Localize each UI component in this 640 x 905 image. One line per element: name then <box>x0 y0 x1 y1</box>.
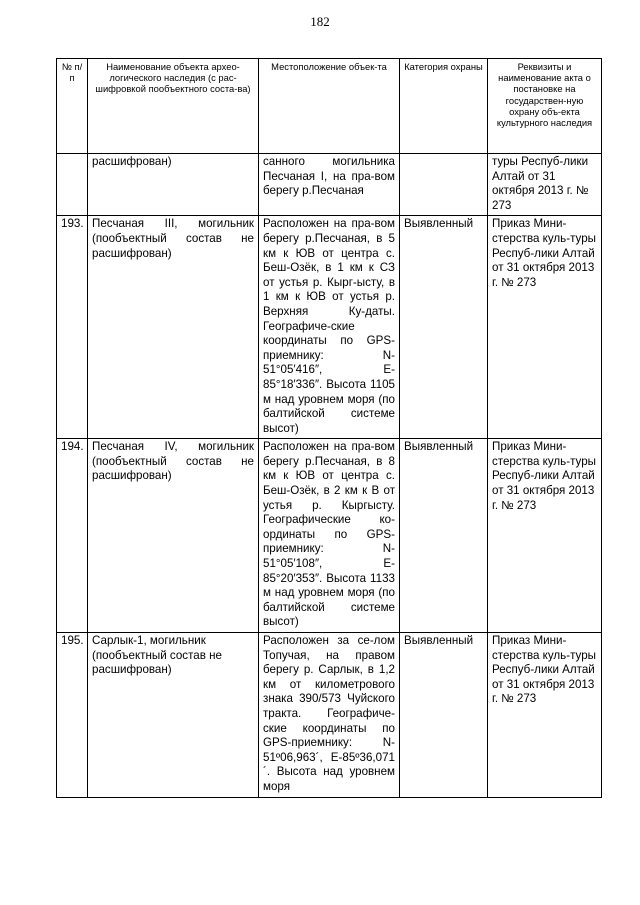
header-location: Местоположение объек-та <box>259 59 400 154</box>
row-number: 194. <box>57 439 88 633</box>
act-details: Приказ Мини-стерства куль-туры Респуб-лики Алтай от 31 октября 2013 г. № 273 <box>488 216 602 439</box>
heritage-registry-table <box>56 58 602 798</box>
protection-category: Выявленный <box>400 216 488 439</box>
object-location: Расположен за се-лом Топучая, на правом берегу р. Сарлык, в 1,2 км от километрового знака 390/573 Чуйского тракта. Географиче-ские координаты по GPS-приемнику: N-51º06,963´, E-85º36,071´. Высота над уровнем моря <box>259 633 400 798</box>
object-name: расшифрован) <box>88 154 259 216</box>
table-row <box>57 439 602 633</box>
act-details: Приказ Мини-стерства куль-туры Респуб-лики Алтай от 31 октября 2013 г. № 273 <box>488 633 602 798</box>
header-protection-category: Категория охраны <box>400 59 488 154</box>
row-number: 195. <box>57 633 88 798</box>
act-details: Приказ Мини-стерства куль-туры Респуб-лики Алтай от 31 октября 2013 г. № 273 <box>488 439 602 633</box>
object-location: санного могильника Песчаная I, на пра-вом берегу р.Песчаная <box>259 154 400 216</box>
header-object-name: Наименование объекта архео-логического наследия (с рас-шифровкой пообъектного соста-ва) <box>88 59 259 154</box>
table-header-row <box>57 59 602 154</box>
object-name: Песчаная III, могильник (пообъектный состав не расшифрован) <box>88 216 259 439</box>
protection-category: Выявленный <box>400 633 488 798</box>
object-location: Расположен на пра-вом берегу р.Песчаная, в 5 км к ЮВ от центра с. Беш-Озёк, в 1 км к СЗ от устья р. Кырг-ысту, в 1 км к ЮВ от устья р. Верхняя Ку-даты. Географиче-ские координаты по GPS-приемнику: N-51°05′416″, E-85°18′336″. Высота 1105 м над уровнем моря (по балтийской системе высот) <box>259 216 400 439</box>
table-row <box>57 216 602 439</box>
page-number: 182 <box>310 14 330 29</box>
protection-category <box>400 154 488 216</box>
table-row <box>57 633 602 798</box>
header-number: № п/п <box>57 59 88 154</box>
protection-category: Выявленный <box>400 439 488 633</box>
row-number <box>57 154 88 216</box>
object-name: Песчаная IV, могильник (пообъектный состав не расшифрован) <box>88 439 259 633</box>
act-details: туры Респуб-лики Алтай от 31 октября 2013 г. № 273 <box>488 154 602 216</box>
header-act-details: Реквизиты и наименование акта о постановке на государствен-ную охрану объ-екта культурного наследия <box>488 59 602 154</box>
object-name: Сарлык-1, могильник (пообъектный состав не расшифрован) <box>88 633 259 798</box>
row-number: 193. <box>57 216 88 439</box>
table-row <box>57 154 602 216</box>
object-location: Расположен на пра-вом берегу р.Песчаная, в 8 км к ЮВ от центра с. Беш-Озёк, в 2 км к В от устья р. Кыргысту. Географические ко-ординаты по GPS-приемнику: N-51°05′108″, E-85°20′353″. Высота 1133 м над уровнем моря (по балтийской системе высот) <box>259 439 400 633</box>
